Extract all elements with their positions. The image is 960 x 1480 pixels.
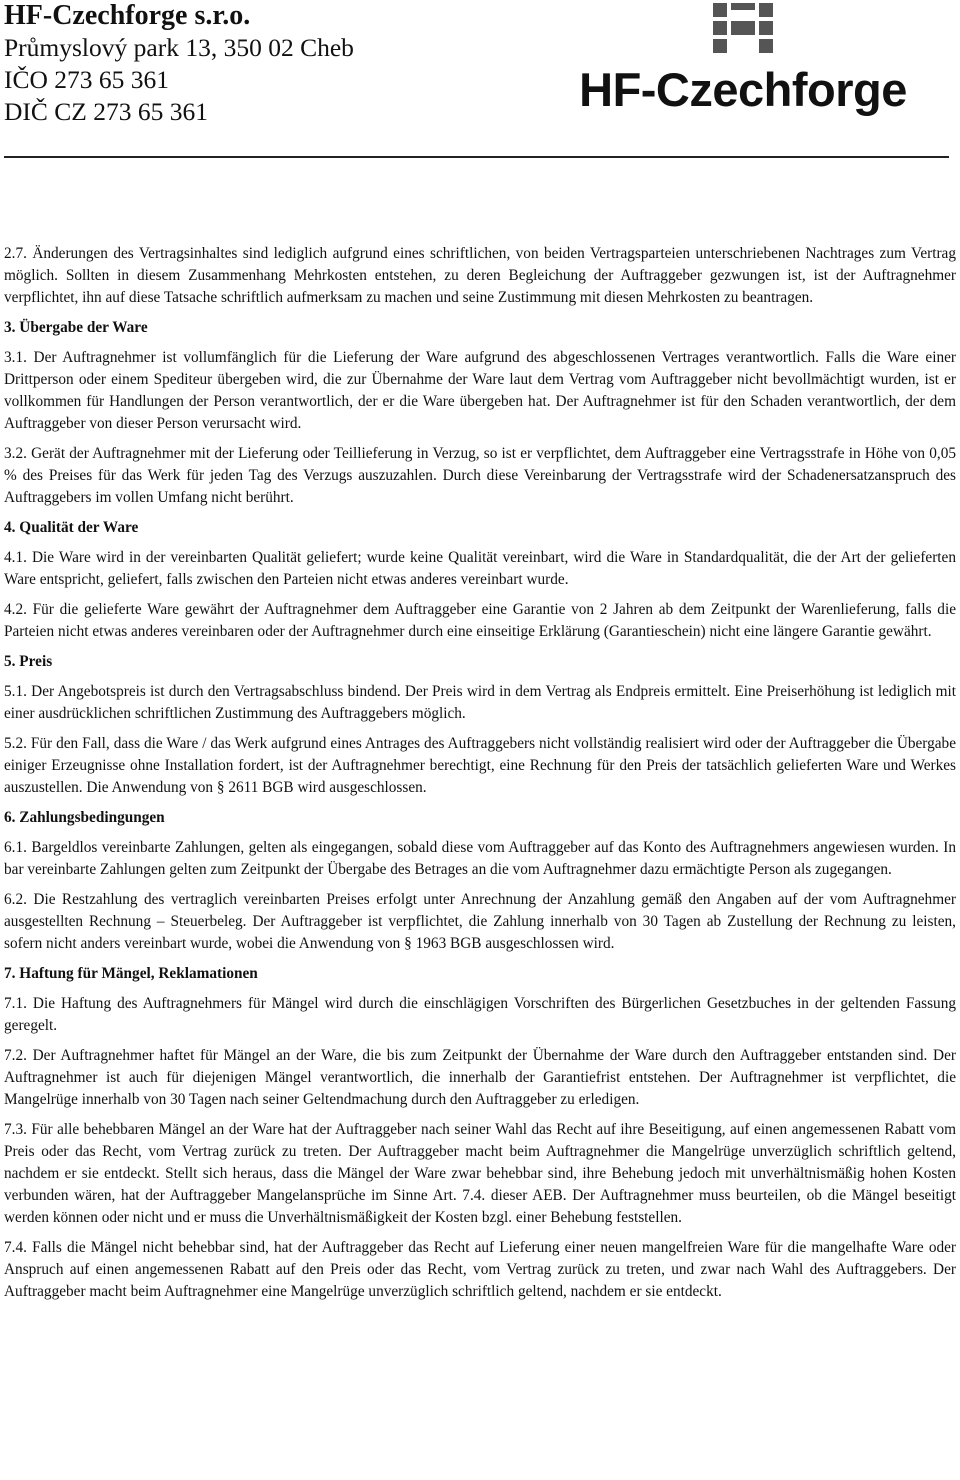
paragraph-7-4: 7.4. Falls die Mängel nicht behebbar sind, hat der Auftraggeber das Recht auf Lieferung einer neuen mangelfreien Ware für die mangelhafte Ware oder Anspruch auf einen angemessenen Rabatt auf den Preis oder das Recht, vom Vertrag zurück zu treten, und zwar nach Wahl des Auftraggebers. Der Auftraggeber macht beim Auftragnehmer eine Mangelrüge unverzüglich schriftlich geltend, nachdem er sie entdeckt. xyxy=(4,1239,956,1300)
paragraph-6-1: 6.1. Bargeldlos vereinbarte Zahlungen, gelten als eingegangen, sobald diese vom Auftraggeber auf das Konto des Auftragnehmers angewiesen wurden. In bar vereinbarte Zahlungen gelten zum Zeitpunkt der Übergabe des Betrages an die vom Auftragnehmer dazu ermächtigte Person als zugegangen. xyxy=(4,839,956,878)
paragraph-7-1: 7.1. Die Haftung des Auftragnehmers für Mängel wird durch die einschlägigen Vorschriften des Bürgerlichen Gesetzbuches in der geltenden Fassung geregelt. xyxy=(4,995,956,1034)
paragraph-5-1: 5.1. Der Angebotspreis ist durch den Vertragsabschluss bindend. Der Preis wird in dem Vertrag als Endpreis ermittelt. Eine Preiserhöhung ist lediglich mit einer ausdrücklichen schriftlichen Zustimmung des Auftraggebers möglich. xyxy=(4,683,956,722)
letterhead xyxy=(0,0,960,160)
section-heading-3: 3. Übergabe der Ware xyxy=(4,319,148,336)
paragraph-7-2: 7.2. Der Auftragnehmer haftet für Mängel an der Ware, die bis zum Zeitpunkt der Übernahme der Ware durch den Auftraggeber entstanden sind. Der Auftragnehmer ist auch für diejenigen Mängel verantwortlich, die innerhalb der Garantiefrist entstehen. Der Auftragnehmer ist verpflichtet, die Mangelrüge innerhalb von 30 Tagen nach seiner Geltendmachung durch den Auftraggeber zu erledigen. xyxy=(4,1047,956,1108)
company-ico: IČO 273 65 361 xyxy=(4,65,170,94)
paragraph-6-2: 6.2. Die Restzahlung des vertraglich vereinbarten Preises erfolgt unter Anrechnung der Anzahlung gemäß den Angaben auf der vom Auftragnehmer ausgestellten Rechnung – Steuerbeleg. Der Auftraggeber ist verpflichtet, die Zahlung innerhalb von 30 Tagen ab Zustellung der Rechnung zu leisten, sofern nicht anders vereinbart wurde, wobei die Anwendung von § 1963 BGB ausgeschlossen wird. xyxy=(4,891,956,952)
logo-wordmark: HF-Czechforge xyxy=(579,63,907,116)
paragraph-4-1: 4.1. Die Ware wird in der vereinbarten Qualität geliefert; wurde keine Qualität vereinbart, wird die Ware in Standardqualität, die der Art der gelieferten Ware entspricht, geliefert, falls zwischen den Parteien nicht etwas anderes vereinbart wurde. xyxy=(4,549,956,588)
section-heading-7: 7. Haftung für Mängel, Reklamationen xyxy=(4,965,258,982)
paragraph-7-3: 7.3. Für alle behebbaren Mängel an der Ware hat der Auftraggeber nach seiner Wahl das Recht auf ihre Beseitigung, auf einen angemessenen Rabatt vom Preis oder das Recht, vom Vertrag zurück zu treten. Der Auftraggeber macht beim Auftragnehmer die Mangelrüge unverzüglich schriftlich geltend, nachdem er sie entdeckt. Stellt sich heraus, dass die Mängel der Ware zwar behebbar sind, ihre Behebung jedoch mit unverhältnismäßig hohen Kosten verbunden wären, hat der Auftraggeber Mangelansprüche im Sinne Art. 7.4. dieser AEB. Der Auftragnehmer muss beurteilen, ob die Mängel beseitigt werden können oder nicht und er muss die Unverhältnismäßigkeit der Kosten bzgl. einer Behebung feststellen. xyxy=(4,1121,956,1226)
company-address: Průmyslový park 13, 350 02 Cheb xyxy=(4,33,354,62)
paragraph-3-1: 3.1. Der Auftragnehmer ist vollumfänglich für die Lieferung der Ware aufgrund des abgeschlossenen Vertrages verantwortlich. Falls die Ware einer Drittperson oder einem Spediteur übergeben wird, die zur Übernahme der Ware laut dem Vertrag vom Auftraggeber nicht bevollmächtigt wurden, ist er vollkommen für Handlungen der Person verantwortlich, der er die Ware übergeben hat. Der Auftragnehmer ist für den Schaden verantwortlich, der dem Auftraggeber von dieser Person verursacht wird. xyxy=(4,349,956,432)
section-heading-4: 4. Qualität der Ware xyxy=(4,519,139,536)
section-heading-6: 6. Zahlungsbedingungen xyxy=(4,809,165,826)
document-body xyxy=(4,243,956,1311)
paragraph-4-2: 4.2. Für die gelieferte Ware gewährt der Auftragnehmer dem Auftraggeber eine Garantie von 2 Jahren ab dem Zeitpunkt der Warenlieferung, falls die Parteien nicht etwas anderes vereinbaren oder der Auftragnehmer durch eine einseitige Erklärung (Garantieschein) nicht eine längere Garantie gewährt. xyxy=(4,601,956,640)
paragraph-5-2: 5.2. Für den Fall, dass die Ware / das Werk aufgrund eines Antrages des Auftraggebers nicht vollständig realisiert wird oder der Auftraggeber die Übergabe einiger Erzeugnisse ohne Installation fordert, ist der Auftragnehmer berechtigt, eine Rechnung für den Preis der tatsächlich gelieferten Ware und Werkes auszustellen. Die Anwendung von § 2611 BGB wird ausgeschlossen. xyxy=(4,735,956,796)
company-name: HF-Czechforge s.r.o. xyxy=(4,0,251,31)
header-divider xyxy=(4,156,949,158)
paragraph-3-2: 3.2. Gerät der Auftragnehmer mit der Lieferung oder Teillieferung in Verzug, so ist er verpflichtet, dem Auftraggeber eine Vertragsstrafe in Höhe von 0,05 % des Preises für das Werk für jeden Tag des Verzugs auszuzahlen. Durch diese Vereinbarung der Vertragsstrafe wird der Schadenersatzanspruch des Auftraggebers im vollen Umfang nicht berührt. xyxy=(4,445,956,506)
company-dic: DIČ CZ 273 65 361 xyxy=(4,97,208,126)
paragraph-2-7: 2.7. Änderungen des Vertragsinhaltes sind lediglich aufgrund eines schriftlichen, von beiden Vertragsparteien unterschriebenen Nachtrages zum Vertrag möglich. Sollten in diesem Zusammenhang Mehrkosten entstehen, zu deren Begleichung der Auftraggeber gezwungen ist, ist der Auftragnehmer verpflichtet, ihn auf diese Tatsache schriftlich aufmerksam zu machen und seine Zustimmung mit diesen Mehrkosten zu beantragen. xyxy=(4,245,956,306)
logo-mark-icon xyxy=(553,0,933,70)
company-logo xyxy=(553,0,933,120)
company-address-block xyxy=(4,0,354,128)
section-heading-5: 5. Preis xyxy=(4,653,53,670)
